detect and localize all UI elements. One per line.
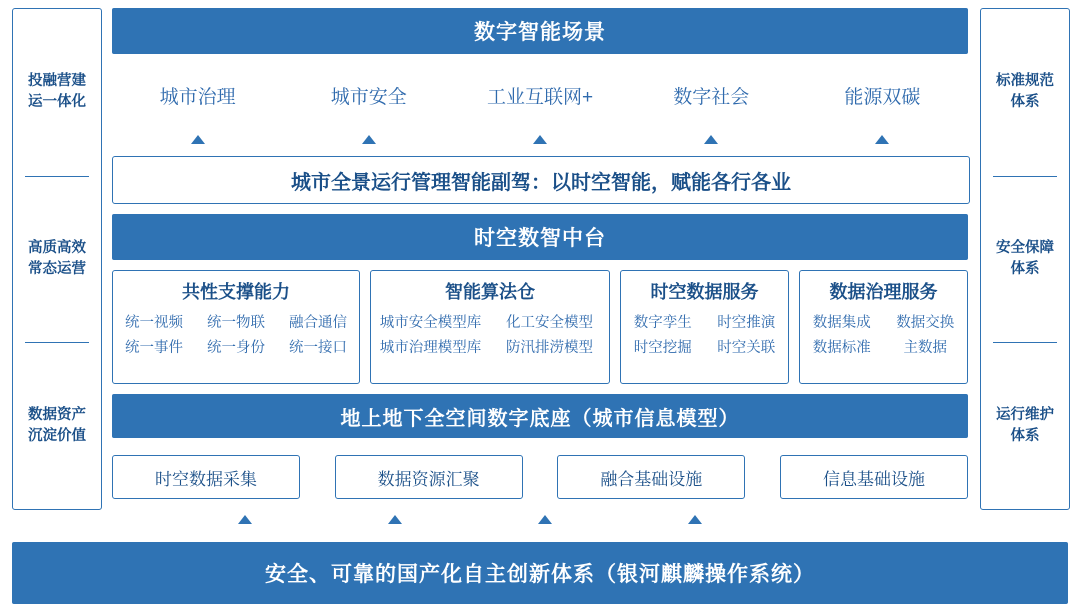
left-rail-item-2-label: 高质高效 常态运营 — [28, 239, 86, 277]
scene-item-5 — [797, 82, 968, 109]
card-item: 统一视频 — [125, 315, 183, 331]
arrow-up-icon-7 — [320, 515, 470, 524]
arrow-up-icon-5 — [797, 135, 968, 144]
card-spatiotemporal-data-service-items — [621, 310, 788, 358]
card-spatiotemporal-data-service-title: 时空数据服务 — [650, 282, 759, 302]
capability-cards — [112, 270, 968, 384]
infra-box-4 — [780, 455, 968, 499]
scene-title-band — [112, 8, 968, 54]
right-rail-item-3 — [981, 342, 1069, 509]
arrow-up-icon-9 — [620, 515, 770, 524]
scene-item-2 — [283, 82, 454, 109]
card-item: 时空关联 — [717, 340, 776, 356]
card-algorithm-repo-title: 智能算法仓 — [445, 282, 535, 302]
card-item: 数据集成 — [812, 315, 871, 331]
left-rail-item-3-label: 数据资产 沉淀价值 — [28, 406, 86, 444]
scene-item-2-label: 城市安全 — [330, 86, 407, 108]
arrow-up-icon-1 — [112, 135, 283, 144]
infrastructure-row — [112, 455, 968, 497]
right-rail — [980, 8, 1070, 510]
digital-base-band — [112, 394, 968, 438]
card-item: 融合通信 — [288, 315, 347, 331]
left-rail-item-1-label: 投融营建 运一体化 — [28, 73, 86, 111]
right-rail-item-2-label: 安全保障 体系 — [996, 239, 1054, 277]
scene-item-1 — [112, 82, 283, 109]
scene-item-3-label: 工业互联网+ — [486, 86, 594, 108]
scene-arrow-row — [112, 132, 968, 146]
right-rail-item-2 — [981, 176, 1069, 343]
card-common-support-items — [113, 310, 359, 358]
infra-box-1-label: 时空数据采集 — [155, 469, 257, 489]
scene-item-4-label: 数字社会 — [673, 86, 750, 108]
infra-box-2 — [335, 455, 523, 499]
infra-box-3 — [557, 455, 745, 499]
card-item: 城市治理模型库 — [379, 340, 482, 356]
card-item: 统一接口 — [288, 340, 347, 356]
bottom-arrow-row — [170, 512, 770, 526]
bottom-band-label: 安全、可靠的国产化自主创新体系（银河麒麟操作系统） — [265, 563, 815, 586]
scene-items-row — [112, 64, 968, 126]
card-item: 统一事件 — [125, 340, 183, 356]
arrow-up-icon-6 — [170, 515, 320, 524]
right-rail-item-1 — [981, 9, 1069, 176]
platform-title-band — [112, 214, 968, 260]
card-algorithm-repo-items — [371, 310, 609, 358]
card-item: 数字孪生 — [633, 315, 692, 331]
card-item: 数据交换 — [896, 315, 955, 331]
left-rail-item-2 — [13, 176, 101, 343]
arrow-up-icon-8 — [470, 515, 620, 524]
scene-item-3 — [454, 82, 625, 109]
card-item: 防汛排涝模型 — [506, 340, 593, 356]
card-common-support — [112, 270, 360, 384]
card-item: 时空推演 — [717, 315, 776, 331]
card-data-governance-service — [799, 270, 968, 384]
digital-base-label: 地上地下全空间数字底座（城市信息模型） — [340, 407, 740, 430]
arrow-up-icon-3 — [454, 135, 625, 144]
left-rail — [12, 8, 102, 510]
card-item: 统一身份 — [206, 340, 265, 356]
scene-title-label: 数字智能场景 — [474, 21, 606, 44]
card-algorithm-repo — [370, 270, 610, 384]
card-spatiotemporal-data-service — [620, 270, 789, 384]
scene-item-1-label: 城市治理 — [159, 86, 236, 108]
arrow-up-icon-2 — [283, 135, 454, 144]
bottom-band — [12, 542, 1068, 604]
right-rail-item-3-label: 运行维护 体系 — [996, 406, 1054, 444]
infra-box-4-label: 信息基础设施 — [822, 469, 925, 489]
card-item: 化工安全模型 — [506, 315, 593, 331]
copilot-band — [112, 156, 970, 204]
infra-box-2-label: 数据资源汇聚 — [377, 469, 480, 489]
card-data-governance-service-title: 数据治理服务 — [829, 282, 938, 302]
arrow-up-icon-4 — [626, 135, 797, 144]
card-item: 时空挖掘 — [633, 340, 692, 356]
scene-item-5-label: 能源双碳 — [844, 86, 921, 108]
copilot-label: 城市全景运行管理智能副驾：以时空智能，赋能各行各业 — [291, 171, 791, 194]
scene-item-4 — [626, 82, 797, 109]
right-rail-item-1-label: 标准规范 体系 — [996, 73, 1054, 111]
infra-box-1 — [112, 455, 300, 499]
left-rail-item-1 — [13, 9, 101, 176]
infra-box-3-label: 融合基础设施 — [600, 469, 703, 489]
card-item: 主数据 — [903, 340, 947, 356]
card-data-governance-service-items — [800, 310, 967, 358]
card-item: 统一物联 — [206, 315, 265, 331]
platform-title-label: 时空数智中台 — [474, 227, 606, 250]
card-item: 数据标准 — [812, 340, 871, 356]
card-item: 城市安全模型库 — [379, 315, 482, 331]
left-rail-item-3 — [13, 342, 101, 509]
card-common-support-title: 共性支撑能力 — [182, 282, 290, 302]
